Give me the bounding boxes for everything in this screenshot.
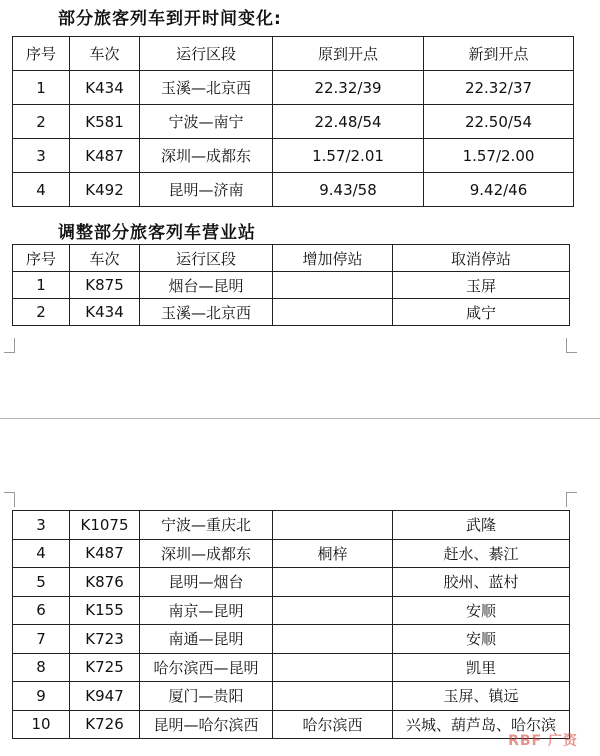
page-gap bbox=[0, 340, 600, 512]
table-row bbox=[13, 596, 570, 625]
cell: 2 bbox=[13, 105, 70, 139]
cell: 4 bbox=[13, 173, 70, 207]
header-cell: 运行区段 bbox=[140, 37, 273, 71]
cell: K434 bbox=[70, 299, 140, 326]
section1-title: 部分旅客列车到开时间变化: bbox=[58, 9, 282, 29]
cell bbox=[273, 653, 393, 682]
table-row bbox=[13, 173, 574, 207]
cell: K581 bbox=[70, 105, 140, 139]
page-corner-mark bbox=[566, 338, 577, 353]
cell: 玉溪—北京西 bbox=[140, 299, 273, 326]
cell: 玉溪—北京西 bbox=[140, 71, 273, 105]
cell: 1 bbox=[13, 272, 70, 299]
cell: 3 bbox=[13, 511, 70, 540]
header-cell: 增加停站 bbox=[273, 245, 393, 272]
cell: 兴城、葫芦岛、哈尔滨 bbox=[393, 710, 570, 739]
cell: 10 bbox=[13, 710, 70, 739]
cell: 22.50/54 bbox=[424, 105, 574, 139]
section2-title: 调整部分旅客列车营业站 bbox=[58, 223, 256, 243]
header-cell: 车次 bbox=[70, 245, 140, 272]
cell: 凯里 bbox=[393, 653, 570, 682]
cell: 9.42/46 bbox=[424, 173, 574, 207]
cell: K726 bbox=[70, 710, 140, 739]
table-row bbox=[13, 625, 570, 654]
page-corner-mark bbox=[4, 338, 15, 353]
cell: K725 bbox=[70, 653, 140, 682]
table-row bbox=[13, 139, 574, 173]
header-cell: 序号 bbox=[13, 37, 70, 71]
cell: 3 bbox=[13, 139, 70, 173]
cell: K487 bbox=[70, 139, 140, 173]
cell: K875 bbox=[70, 272, 140, 299]
cell: 南京—昆明 bbox=[140, 596, 273, 625]
table-row bbox=[13, 653, 570, 682]
table-header-row bbox=[13, 245, 570, 272]
cell: 赶水、綦江 bbox=[393, 539, 570, 568]
cell: K723 bbox=[70, 625, 140, 654]
cell: 深圳—成都东 bbox=[140, 139, 273, 173]
cell: 9.43/58 bbox=[273, 173, 424, 207]
cell bbox=[273, 625, 393, 654]
cell bbox=[273, 568, 393, 597]
cell bbox=[273, 272, 393, 299]
cell: 桐梓 bbox=[273, 539, 393, 568]
table-row bbox=[13, 272, 570, 299]
cell: K487 bbox=[70, 539, 140, 568]
table-row bbox=[13, 539, 570, 568]
header-cell: 运行区段 bbox=[140, 245, 273, 272]
cell bbox=[273, 682, 393, 711]
cell: K876 bbox=[70, 568, 140, 597]
table-header-row bbox=[13, 37, 574, 71]
cell: 哈尔滨西—昆明 bbox=[140, 653, 273, 682]
header-cell: 取消停站 bbox=[393, 245, 570, 272]
cell: 9 bbox=[13, 682, 70, 711]
header-cell: 原到开点 bbox=[273, 37, 424, 71]
cell bbox=[273, 511, 393, 540]
table-row bbox=[13, 568, 570, 597]
page-corner-mark bbox=[566, 492, 577, 507]
cell: 烟台—昆明 bbox=[140, 272, 273, 299]
cell: K492 bbox=[70, 173, 140, 207]
cell: 2 bbox=[13, 299, 70, 326]
cell bbox=[273, 299, 393, 326]
table-row bbox=[13, 105, 574, 139]
cell: 4 bbox=[13, 539, 70, 568]
cell: 咸宁 bbox=[393, 299, 570, 326]
cell: 胶州、蓝村 bbox=[393, 568, 570, 597]
cell: K434 bbox=[70, 71, 140, 105]
cell: 玉屏 bbox=[393, 272, 570, 299]
cell: 5 bbox=[13, 568, 70, 597]
header-cell: 新到开点 bbox=[424, 37, 574, 71]
cell: 安顺 bbox=[393, 596, 570, 625]
cell: 深圳—成都东 bbox=[140, 539, 273, 568]
cell: 哈尔滨西 bbox=[273, 710, 393, 739]
table-row bbox=[13, 682, 570, 711]
cell: 6 bbox=[13, 596, 70, 625]
cell: 7 bbox=[13, 625, 70, 654]
cell: 宁波—重庆北 bbox=[140, 511, 273, 540]
header-cell: 序号 bbox=[13, 245, 70, 272]
cell: 22.48/54 bbox=[273, 105, 424, 139]
table-row bbox=[13, 299, 570, 326]
station-adjust-table bbox=[12, 244, 570, 326]
table-row bbox=[13, 71, 574, 105]
cell: K1075 bbox=[70, 511, 140, 540]
table-row bbox=[13, 511, 570, 540]
cell: 宁波—南宁 bbox=[140, 105, 273, 139]
cell: 南通—昆明 bbox=[140, 625, 273, 654]
page-break-line bbox=[0, 418, 600, 419]
cell: 昆明—烟台 bbox=[140, 568, 273, 597]
cell: 玉屏、镇远 bbox=[393, 682, 570, 711]
cell: 1.57/2.00 bbox=[424, 139, 574, 173]
header-cell: 车次 bbox=[70, 37, 140, 71]
cell: 安顺 bbox=[393, 625, 570, 654]
station-adjust-table-continued bbox=[12, 510, 570, 739]
cell: 厦门—贵阳 bbox=[140, 682, 273, 711]
cell: 22.32/39 bbox=[273, 71, 424, 105]
watermark-logo: RBF 广资 bbox=[508, 733, 578, 749]
cell: K947 bbox=[70, 682, 140, 711]
cell: 昆明—哈尔滨西 bbox=[140, 710, 273, 739]
cell bbox=[273, 596, 393, 625]
cell: 昆明—济南 bbox=[140, 173, 273, 207]
cell: K155 bbox=[70, 596, 140, 625]
cell: 22.32/37 bbox=[424, 71, 574, 105]
cell: 武隆 bbox=[393, 511, 570, 540]
cell: 1.57/2.01 bbox=[273, 139, 424, 173]
page-corner-mark bbox=[4, 492, 15, 507]
cell: 8 bbox=[13, 653, 70, 682]
train-time-change-table bbox=[12, 36, 574, 207]
cell: 1 bbox=[13, 71, 70, 105]
table-row bbox=[13, 710, 570, 739]
